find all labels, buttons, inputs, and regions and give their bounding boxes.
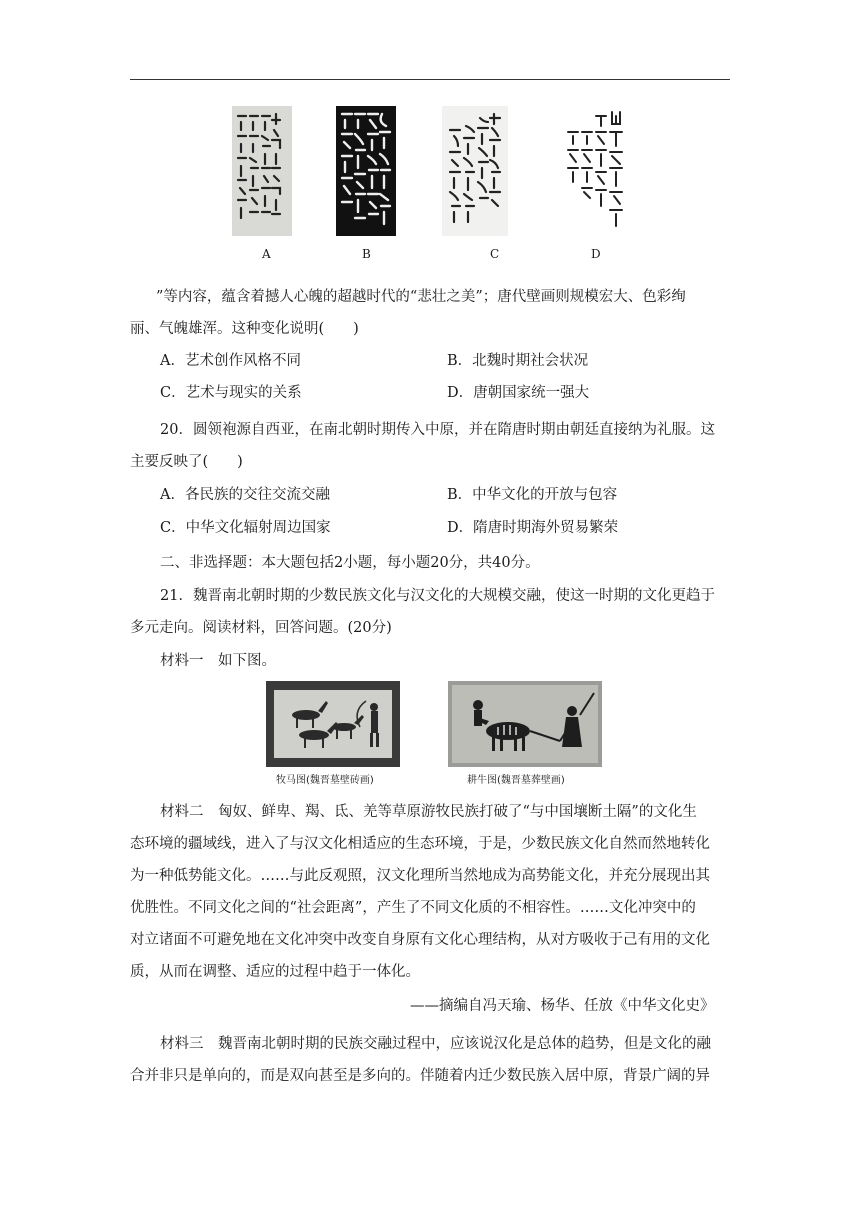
q20-option-c: C．中华文化辐射周边国家 — [160, 520, 331, 536]
q20-option-b: B．中华文化的开放与包容 — [447, 487, 618, 503]
calligraphy-label-c: C — [490, 247, 500, 261]
plowing-ox-caption: 耕牛图(魏晋墓葬壁画) — [467, 775, 565, 786]
q21-text-line2: 多元走向。阅读材料，回答问题。(20分) — [130, 620, 392, 636]
material-two-line1: 材料二 匈奴、鲜卑、羯、氐、羌等草原游牧民族打破了“与中国壤断土隔”的文化生 — [160, 804, 697, 820]
material-two-line6: 质，从而在调整、适应的过程中趋于一体化。 — [130, 964, 420, 980]
material-two-line5: 对立诸面不可避免地在文化冲突中改变自身原有文化心理结构，从对方吸收于己有用的文化 — [130, 932, 710, 948]
plowing-ox-image — [448, 681, 602, 767]
material-two-line4: 优胜性。不同文化之间的“社会距离”，产生了不同文化质的不相容性。……文化冲突中的 — [130, 900, 696, 916]
material-three-line2: 合并非只是单向的，而是双向甚至是多向的。伴随着内迁少数民族入居中原，背景广阔的异 — [130, 1068, 710, 1084]
header-rule — [130, 79, 730, 80]
material-three-line1: 材料三 魏晋南北朝时期的民族交融过程中，应该说汉化是总体的趋势，但是文化的融 — [160, 1036, 711, 1052]
q19-option-a: A．艺术创作风格不同 — [160, 353, 301, 369]
calligraphy-image-a — [232, 106, 292, 236]
q19-option-c: C．艺术与现实的关系 — [160, 385, 302, 401]
material-two-source: ——摘编自冯天瑜、杨华、任放《中华文化史》 — [410, 998, 715, 1014]
calligraphy-image-b — [336, 106, 396, 236]
herding-horses-caption: 牧马图(魏晋墓壁砖画) — [276, 775, 374, 786]
material-two-line2: 态环境的疆域线，进入了与汉文化相适应的生态环境，于是，少数民族文化自然而然地转化 — [130, 836, 710, 852]
calligraphy-label-d: D — [591, 247, 601, 261]
q19-text-line2: 丽、气魄雄浑。这种变化说明( ) — [130, 321, 359, 337]
q21-text-line1: 21．魏晋南北朝时期的少数民族文化与汉文化的大规模交融，使这一时期的文化更趋于 — [160, 588, 715, 604]
calligraphy-image-c — [442, 106, 508, 236]
material-one-label: 材料一 如下图。 — [160, 653, 276, 669]
q20-text-line1: 20．圆领袍源自西亚，在南北朝时期传入中原，并在隋唐时期由朝廷直接纳为礼服。这 — [160, 422, 715, 438]
q20-option-a: A．各民族的交往交流交融 — [160, 487, 330, 503]
calligraphy-label-b: B — [362, 247, 371, 261]
section-heading: 二、非选择题：本大题包括2小题，每小题20分，共40分。 — [160, 555, 540, 571]
material-two-line3: 为一种低势能文化。……与此反观照，汉文化理所当然地成为高势能文化，并充分展现出其 — [130, 868, 710, 884]
q19-option-d: D．唐朝国家统一强大 — [447, 385, 590, 401]
q20-option-d: D．隋唐时期海外贸易繁荣 — [447, 520, 619, 536]
herding-horses-image — [266, 681, 400, 767]
q19-text-line1: ”等内容，蕴含着撼人心魄的超越时代的“悲壮之美”；唐代壁画则规模宏大、色彩绚 — [156, 289, 686, 305]
q20-text-line2: 主要反映了( ) — [130, 454, 243, 470]
q19-option-b: B．北魏时期社会状况 — [447, 353, 589, 369]
calligraphy-label-a: A — [262, 247, 271, 261]
calligraphy-image-d — [566, 106, 626, 236]
